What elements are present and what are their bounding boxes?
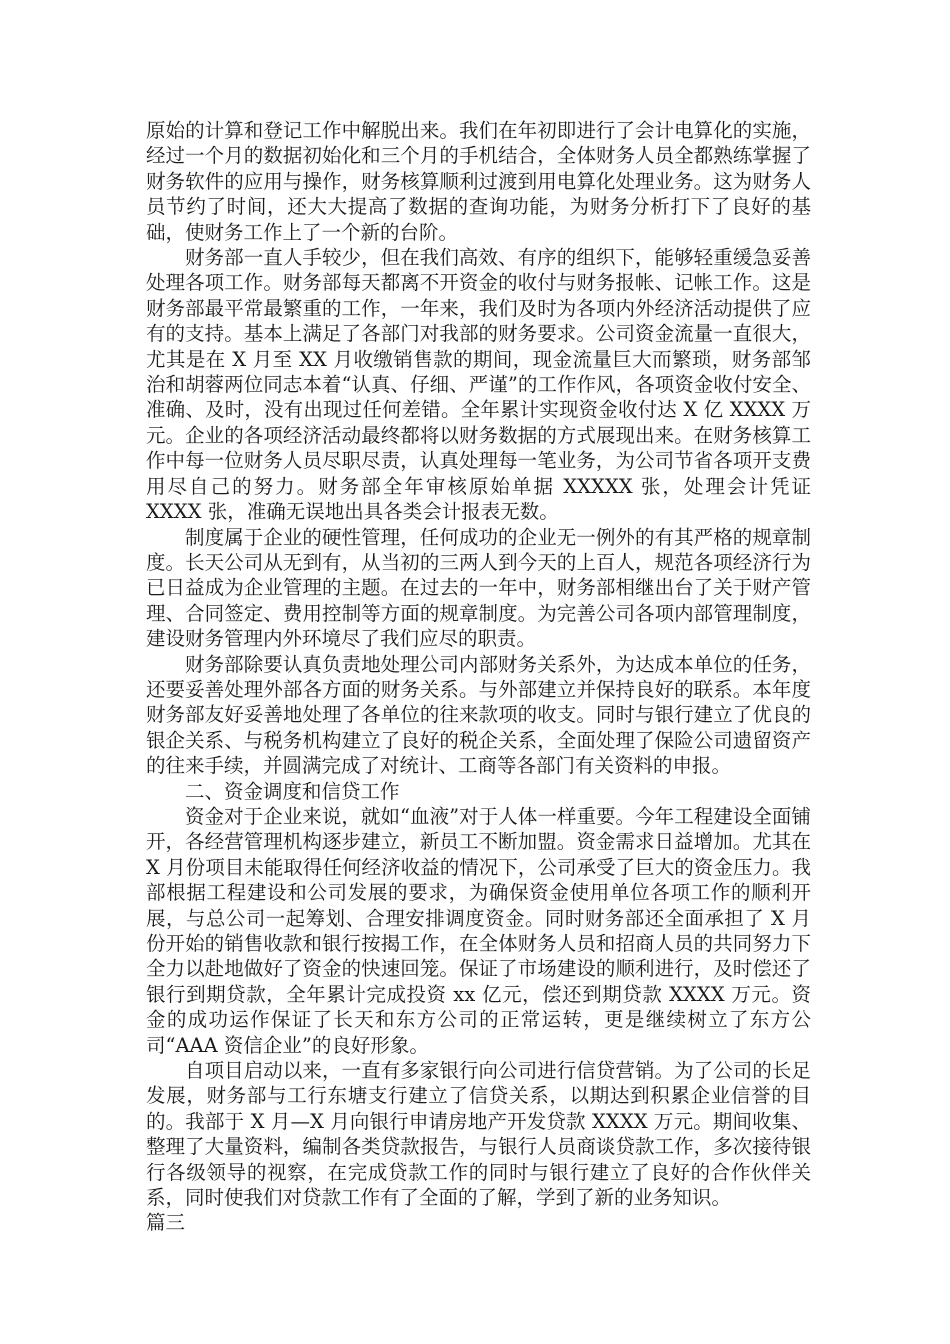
document-body bbox=[146, 118, 811, 1236]
paragraph-credit-work: 自项目启动以来，一直有多家银行向公司进行信贷营销。为了公司的长足发展，财务部与工行东塘支行建立了信贷关系，以期达到积累企业信誉的目的。我部于 X 月—X 月向银行申请房地产开发贷款 XXXX 万元。期间收集、整理了大量资料，编制各类贷款报告，与银行人员商谈贷款工作，多次接待银行各级领导的视察，在完成贷款工作的同时与银行建立了良好的合作伙伴关系，同时使我们对贷款工作有了全面的了解，学到了新的业务知识。 bbox=[146, 1059, 811, 1210]
section-label-part-three: 篇三 bbox=[146, 1211, 186, 1235]
paragraph-fund-scheduling: 资金对于企业来说，就如“血液”对于人体一样重要。今年工程建设全面铺开，各经营管理机构逐步建立，新员工不断加盟。资金需求日益增加。尤其在 X 月份项目未能取得任何经济收益的情况下，公司承受了巨大的资金压力。我部根据工程建设和公司发展的要求，为确保资金使用单位各项工作的顺利开展，与总公司一起筹划、合理安排调度资金。同时财务部还全面承担了 X 月份开始的销售收款和银行按揭工作，在全体财务人员和招商人员的共同努力下全力以赴地做好了资金的快速回笼。保证了市场建设的顺利进行，及时偿还了银行到期贷款，全年累计完成投资 xx 亿元，偿还到期贷款 XXXX 万元。资金的成功运作保证了长天和东方公司的正常运转，更是继续树立了东方公司“AAA 资信企业”的良好形象。 bbox=[146, 804, 811, 1057]
section-heading-funds-credit: 二、资金调度和信贷工作 bbox=[185, 779, 400, 803]
paragraph-external-relations: 财务部除要认真负责地处理公司内部财务关系外，为达成本单位的任务，还要妥善处理外部各方面的财务关系。与外部建立并保持良好的联系。本年度财务部友好妥善地处理了各单位的往来款项的收支。同时与银行建立了优良的银企关系、与税务机构建立了良好的税企关系，全面处理了保险公司遗留资产的往来手续，并圆满完成了对统计、工商等各部门有关资料的申报。 bbox=[146, 652, 811, 778]
paragraph-daily-finance-work: 财务部一直人手较少，但在我们高效、有序的组织下，能够轻重缓急妥善处理各项工作。财务部每天都离不开资金的收付与财务报帐、记帐工作。这是财务部最平常最繁重的工作，一年来，我们及时为各项内外经济活动提供了应有的支持。基本上满足了各部门对我部的财务要求。公司资金流量一直很大，尤其是在 X 月至 XX 月收缴销售款的期间，现金流量巨大而繁琐，财务部邹治和胡蓉两位同志本着“认真、仔细、严谨”的工作作风，各项资金收付安全、准确、及时，没有出现过任何差错。全年累计实现资金收付达 X 亿 XXXX 万元。企业的各项经济活动最终都将以财务数据的方式展现出来。在财务核算工作中每一位财务人员尽职尽责，认真处理每一笔业务，为公司节省各项开支费用尽自己的努力。财务部全年审核原始单据 XXXXX 张，处理会计凭证 XXXX 张，准确无误地出具各类会计报表无数。 bbox=[146, 246, 811, 524]
paragraph-accounting-computerization: 原始的计算和登记工作中解脱出来。我们在年初即进行了会计电算化的实施，经过一个月的数据初始化和三个月的手机结合，全体财务人员全都熟练掌握了财务软件的应用与操作，财务核算顺利过渡到用电算化处理业务。这为财务人员节约了时间，还大大提高了数据的查询功能，为财务分析打下了良好的基础，使财务工作上了一个新的台阶。 bbox=[146, 119, 811, 244]
paragraph-regulations: 制度属于企业的硬性管理，任何成功的企业无一例外的有其严格的规章制度。长天公司从无到有，从当初的三两人到今天的上百人，规范各项经济行为已日益成为企业管理的主题。在过去的一年中，财务部相继出台了关于财产管理、合同签定、费用控制等方面的规章制度。为完善公司各项内部管理制度，建设财务管理内外环境尽了我们应尽的职责。 bbox=[146, 525, 811, 651]
